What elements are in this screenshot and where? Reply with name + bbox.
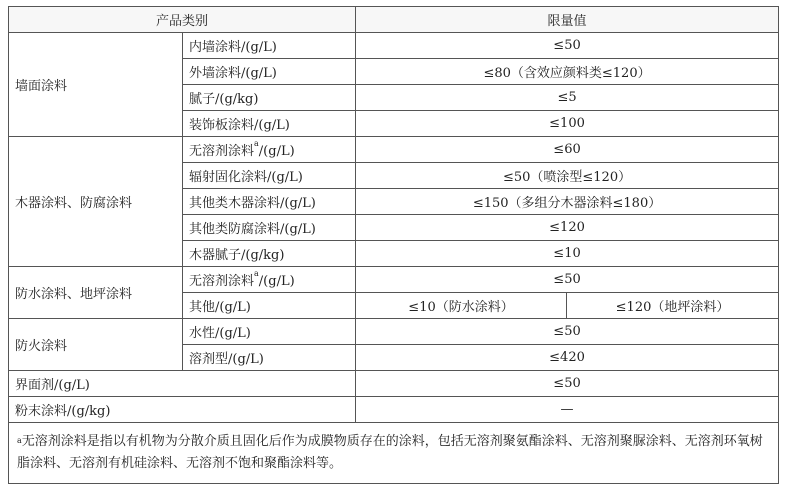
limit-value-cell: ≤50 bbox=[356, 319, 779, 345]
limit-value-cell: ≤80（含效应颜料类≤120） bbox=[356, 59, 779, 85]
limit-value-cell: ≤10 bbox=[356, 241, 779, 267]
limit-value-cell: — bbox=[356, 397, 779, 423]
table-header-row bbox=[9, 7, 779, 33]
subcategory-cell: 装饰板涂料/(g/L) bbox=[183, 111, 356, 137]
category-waterproof-floor-coatings: 防水涂料、地坪涂料 bbox=[9, 267, 183, 319]
category-wood-anticorrosion-coatings: 木器涂料、防腐涂料 bbox=[9, 137, 183, 267]
category-fireproof-coatings: 防火涂料 bbox=[9, 319, 183, 371]
limit-value-cell: ≤50（喷涂型≤120） bbox=[356, 163, 779, 189]
table-row bbox=[9, 319, 779, 345]
subcategory-cell bbox=[183, 267, 356, 293]
footnote-mark: a bbox=[17, 436, 22, 445]
limits-table bbox=[8, 6, 779, 484]
subcategory-cell: 腻子/(g/kg) bbox=[183, 85, 356, 111]
subcategory-cell: 其他类防腐涂料/(g/L) bbox=[183, 215, 356, 241]
subcategory-cell: 内墙涂料/(g/L) bbox=[183, 33, 356, 59]
category-interface-agent: 界面剂/(g/L) bbox=[9, 371, 356, 397]
limit-value-cell: ≤50 bbox=[356, 267, 779, 293]
subcategory-cell bbox=[183, 137, 356, 163]
footnote-marker: a bbox=[254, 269, 259, 278]
limit-value-floor-cell: ≤120（地坪涂料） bbox=[567, 293, 779, 319]
subcategory-cell: 木器腻子/(g/kg) bbox=[183, 241, 356, 267]
subcategory-unit: /(g/L) bbox=[258, 144, 295, 159]
limit-value-cell: ≤60 bbox=[356, 137, 779, 163]
table-row bbox=[9, 137, 779, 163]
footnote-cell bbox=[9, 423, 779, 484]
limit-value-cell: ≤150（多组分木器涂料≤180） bbox=[356, 189, 779, 215]
limit-value-cell: ≤120 bbox=[356, 215, 779, 241]
subcategory-cell: 外墙涂料/(g/L) bbox=[183, 59, 356, 85]
limit-value-waterproof-cell: ≤10（防水涂料） bbox=[356, 293, 567, 319]
subcategory-cell: 水性/(g/L) bbox=[183, 319, 356, 345]
subcategory-cell: 其他类木器涂料/(g/L) bbox=[183, 189, 356, 215]
table-row bbox=[9, 397, 779, 423]
limit-value-cell: ≤5 bbox=[356, 85, 779, 111]
subcategory-label: 无溶剂涂料 bbox=[189, 274, 255, 289]
footnote-row bbox=[9, 423, 779, 484]
subcategory-cell: 其他/(g/L) bbox=[183, 293, 356, 319]
subcategory-cell: 溶剂型/(g/L) bbox=[183, 345, 356, 371]
limit-value-cell: ≤100 bbox=[356, 111, 779, 137]
table-row bbox=[9, 33, 779, 59]
footnote-marker: a bbox=[254, 139, 259, 148]
subcategory-label: 无溶剂涂料 bbox=[189, 144, 255, 159]
table-row bbox=[9, 371, 779, 397]
limit-value-cell: ≤420 bbox=[356, 345, 779, 371]
header-limit-value: 限量值 bbox=[356, 7, 779, 33]
category-powder-coatings: 粉末涂料/(g/kg) bbox=[9, 397, 356, 423]
category-wall-coatings: 墙面涂料 bbox=[9, 33, 183, 137]
limits-table-container bbox=[8, 6, 778, 484]
footnote-text: 无溶剂涂料是指以有机物为分散介质且固化后作为成膜物质存在的涂料，包括无溶剂聚氨酯涂料、无溶剂聚脲涂料、无溶剂环氧树脂涂料、无溶剂有机硅涂料、无溶剂不饱和聚酯涂料等。 bbox=[17, 434, 763, 471]
limit-value-cell: ≤50 bbox=[356, 371, 779, 397]
subcategory-unit: /(g/L) bbox=[258, 274, 295, 289]
subcategory-cell: 辐射固化涂料/(g/L) bbox=[183, 163, 356, 189]
table-row bbox=[9, 267, 779, 293]
limit-value-cell: ≤50 bbox=[356, 33, 779, 59]
header-product-category: 产品类别 bbox=[9, 7, 356, 33]
